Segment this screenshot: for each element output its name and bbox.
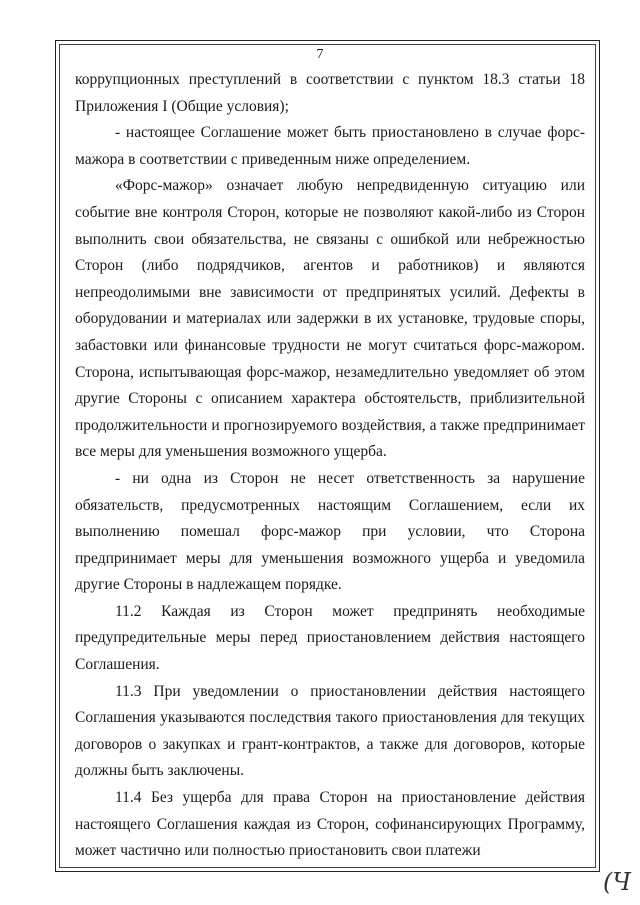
paragraph-suspension-force-majeure: - настоящее Соглашение может быть приостановлено в случае форс-мажора в соответствии с приведенным ниже определением. [75, 124, 585, 168]
paragraph-11-3: 11.3 При уведомлении о приостановлении действия настоящего Соглашения указываются последствия такого приостановления для текущих договоров о закупках и грант-контрактов, а также для договоров, которые должны быть заключены. [75, 682, 585, 780]
paragraph-11-4: 11.4 Без ущерба для права Сторон на приостановление действия настоящего Соглашения каждая из Сторон, софинансирующих Программу, может частично или полностью приостановить свои платежи [75, 789, 585, 860]
paragraph-no-liability: - ни одна из Сторон не несет ответственность за нарушение обязательств, предусмотренных настоящим Соглашением, если их выполнению помешал форс-мажор при условии, что Сторона предпринимает меры для уменьшения возможного ущерба и уведомила другие Стороны в надлежащем порядке. [75, 469, 585, 594]
paragraph-force-majeure-definition: «Форс-мажор» означает любую непредвиденную ситуацию или событие вне контроля Сторон, которые не позволяют какой-либо из Сторон выполнить свои обязательства, не связаны с ошибкой или небрежностью Сторон (либо подрядчиков, агентов и работников) и являются непреодолимыми вне зависимости от предпринятых усилий. Дефекты в оборудовании и материалах или задержки в их установке, трудовые споры, забастовки или финансовые трудности не могут считаться форс-мажором. Сторона, испытывающая форс-мажор, незамедлительно уведомляет об этом другие Стороны с описанием характера обстоятельств, приблизительной продолжительности и прогнозируемого воздействия, а также предпринимает все меры для уменьшения возможного ущерба. [75, 177, 585, 461]
page-number: 7 [316, 47, 324, 62]
handwritten-initials: (Ч [603, 868, 631, 896]
paragraph-continuation: коррупционных преступлений в соответствии с пунктом 18.3 статьи 18 Приложения I (Общие условия); [75, 71, 585, 115]
document-body [75, 67, 585, 865]
paragraph-11-2: 11.2 Каждая из Сторон может предпринять необходимые предупредительные меры перед приостановлением действия настоящего Соглашения. [75, 602, 585, 674]
